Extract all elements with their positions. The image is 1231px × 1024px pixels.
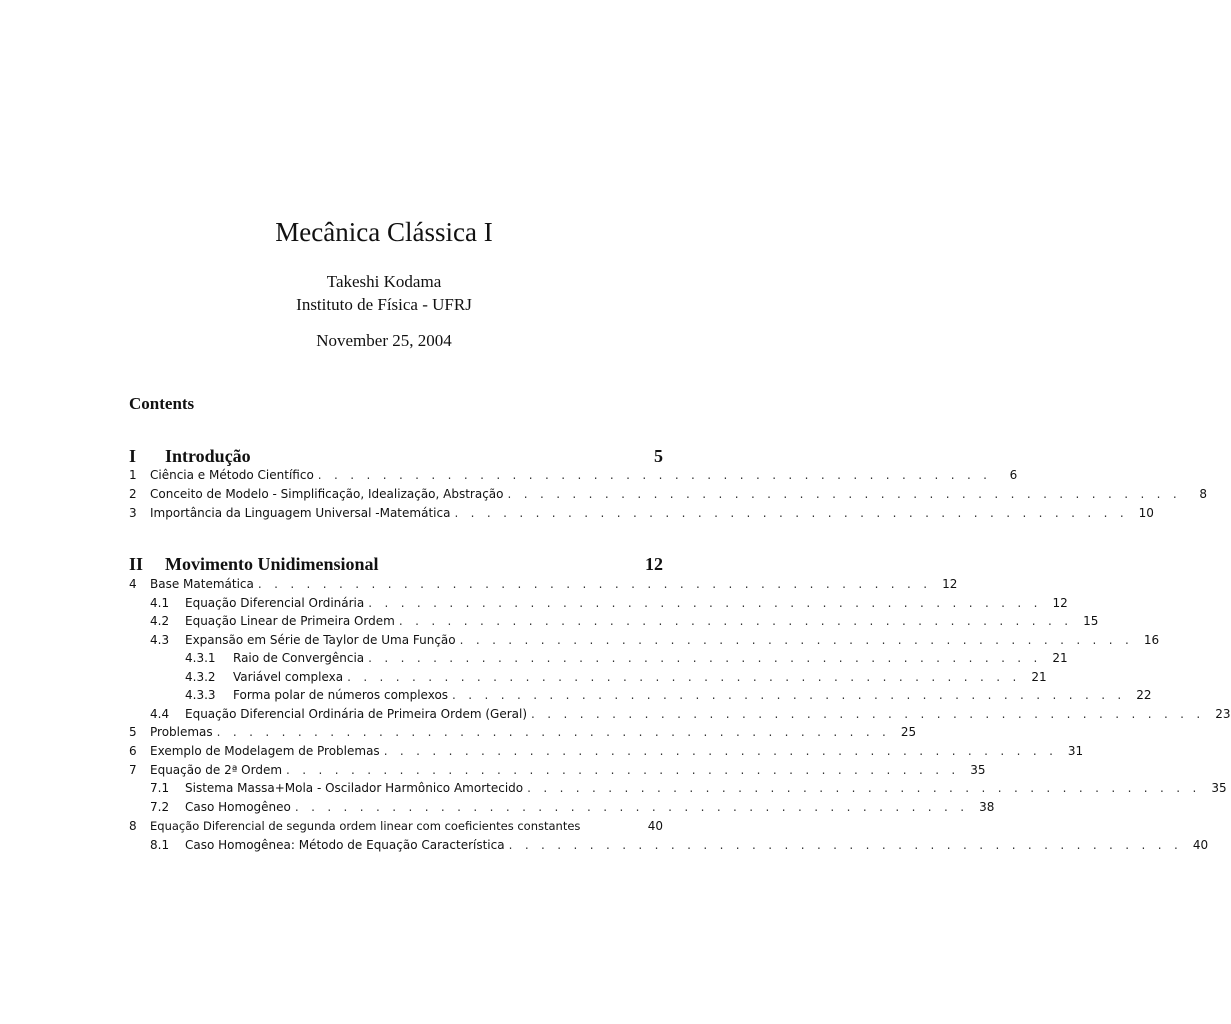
toc-entry-title: Conceito de Modelo - Simplificação, Idealização, Abstração <box>150 487 504 501</box>
toc-leader-dots: . . . . . . . . . . . . . . . . . . . . . . . . . . . . . . . . . . . . . . . . . . <box>294 800 969 814</box>
toc-entry-title: Ciência e Método Científico <box>150 468 314 482</box>
toc-entry-page: 40 <box>647 819 663 833</box>
toc-entry-number: 4.3 <box>150 633 170 647</box>
toc-entry-page: 21 <box>1052 651 1068 665</box>
toc-entry-number: 1 <box>129 468 137 482</box>
toc-entry-page: 12 <box>1052 596 1068 610</box>
toc-leader-dots: . . . . . . . . . . . . . . . . . . . . . . . . . . . . . . . . . . . . . . . . . . <box>257 577 932 591</box>
toc-entry-title: Expansão em Série de Taylor de Uma Função <box>185 633 456 647</box>
toc-entry-4[interactable] <box>129 576 958 593</box>
toc-entry-title: Raio de Convergência <box>233 651 365 665</box>
toc-entry-title: Variável complexa <box>233 670 344 684</box>
toc-leader-dots: . . . . . . . . . . . . . . . . . . . . . . . . . . . . . . . . . . . . . . . . . . <box>368 596 1042 610</box>
toc-entry-number: 4.3.1 <box>185 651 216 665</box>
toc-part-page: 5 <box>654 446 663 466</box>
toc-entry-title: Caso Homogêneo <box>185 800 291 814</box>
toc-entry-7-2[interactable] <box>150 799 995 816</box>
institution: Instituto de Física - UFRJ <box>296 295 472 314</box>
toc-entry-4-3-3[interactable] <box>185 687 1152 704</box>
document-title: Mecânica Clássica I <box>275 217 493 247</box>
toc-entry-title: Exemplo de Modelagem de Problemas <box>150 744 380 758</box>
toc-entry-number: 4.4 <box>150 707 170 721</box>
toc-entry-page: 15 <box>1083 614 1099 628</box>
toc-entry-page: 38 <box>979 800 995 814</box>
toc-entry-page: 35 <box>970 763 986 777</box>
toc-entry-4-1[interactable] <box>150 595 1068 612</box>
toc-leader-dots: . . . . . . . . . . . . . . . . . . . . . . . . . . . . . . . . . . . . . . . . . . <box>527 781 1201 795</box>
author-name: Takeshi Kodama <box>326 272 442 291</box>
toc-entry-page: 16 <box>1143 633 1160 647</box>
toc-entry-page: 35 <box>1211 781 1227 795</box>
toc-leader-dots: . . . . . . . . . . . . . . . . . . . . . . . . . . . . . . . . . . . . . . . . . . <box>452 688 1126 702</box>
toc-leader-dots: . . . . . . . . . . . . . . . . . . . . . . . . . . . . . . . . . . . . . . . . . . <box>347 670 1021 684</box>
toc-entry-number: 4.3.3 <box>185 688 216 702</box>
toc-entry-title: Equação Linear de Primeira Ordem <box>185 614 395 628</box>
toc-entry-8-1[interactable] <box>150 837 1209 854</box>
toc-entry-3[interactable] <box>129 505 1154 522</box>
toc-part-page: 12 <box>645 554 663 574</box>
toc-entry-6[interactable] <box>129 743 1084 760</box>
toc-entry-number: 4.1 <box>150 596 170 610</box>
toc-leader-dots: . . . . . . . . . . . . . . . . . . . . . . . . . . . . . . . . . . . . . . . . . . <box>459 633 1134 647</box>
toc-part-title: Movimento Unidimensional <box>165 554 379 574</box>
toc-entry-4-2[interactable] <box>150 613 1099 630</box>
toc-entry-title: Sistema Massa+Mola - Oscilador Harmônico Amortecido <box>185 781 524 795</box>
toc-leader-dots: . . . . . . . . . . . . . . . . . . . . . . . . . . . . . . . . . . . . . . . . . . <box>531 707 1205 721</box>
toc-leader-dots: . . . . . . . . . . . . . . . . . . . . . . . . . . . . . . . . . . . . . . . . . . <box>368 651 1042 665</box>
toc-entry-title: Equação de 2ª Ordem <box>150 763 283 777</box>
toc-part-ii[interactable] <box>129 553 663 575</box>
contents-heading: Contents <box>129 394 195 413</box>
toc-entry-4-3[interactable] <box>150 632 1160 649</box>
toc-entry-4-3-2[interactable] <box>185 669 1047 686</box>
toc-entry-number: 3 <box>129 506 137 520</box>
toc-leader-dots: . . . . . . . . . . . . . . . . . . . . . . . . . . . . . . . . . . . . . . . . . . <box>454 506 1128 520</box>
toc-entry-number: 4.2 <box>150 614 170 628</box>
toc-leader-dots: . . . . . . . . . . . . . . . . . . . . . . . . . . . . . . . . . . . . . . . . . . <box>216 725 891 739</box>
toc-entry-title: Forma polar de números complexos <box>233 688 449 702</box>
toc-leader-dots: . . . . . . . . . . . . . . . . . . . . . . . . . . . . . . . . . . . . . . . . . . <box>383 744 1058 758</box>
toc-entry-page: 25 <box>900 725 917 739</box>
toc-entry-7[interactable] <box>129 762 986 779</box>
toc-entry-number: 7.2 <box>150 800 170 814</box>
toc-entry-4-4[interactable] <box>150 706 1231 723</box>
toc-entry-number: 7 <box>129 763 137 777</box>
toc-entry-page: 8 <box>1199 487 1208 501</box>
document-date: November 25, 2004 <box>316 331 452 350</box>
toc-entry-number: 4 <box>129 577 137 591</box>
toc-entry-2[interactable] <box>129 486 1208 503</box>
toc-leader-dots: . . . . . . . . . . . . . . . . . . . . . . . . . . . . . . . . . . . . . . . . . . <box>508 838 1183 852</box>
toc-entry-title: Caso Homogênea: Método de Equação Característica <box>185 838 505 852</box>
toc-entry-page: 21 <box>1031 670 1047 684</box>
toc-leader-dots: . . . . . . . . . . . . . . . . . . . . . . . . . . . . . . . . . . . . . . . . . . <box>317 468 992 482</box>
toc-entry-number: 5 <box>129 725 137 739</box>
toc-entry-title: Importância da Linguagem Universal -Matemática <box>150 506 451 520</box>
toc-entry-8[interactable] <box>129 818 663 835</box>
toc-entry-title: Problemas <box>150 725 213 739</box>
toc-entry-page: 31 <box>1067 744 1084 758</box>
toc-entry-title: Equação Diferencial de segunda ordem linear com coeficientes constantes <box>150 819 581 833</box>
toc-part-i[interactable] <box>129 445 663 467</box>
toc-entry-number: 4.3.2 <box>185 670 216 684</box>
toc-entry-number: 8.1 <box>150 838 170 852</box>
toc-part-title: Introdução <box>165 446 251 466</box>
toc-leader-dots: . . . . . . . . . . . . . . . . . . . . . . . . . . . . . . . . . . . . . . . . . . <box>507 487 1182 501</box>
toc-leader-dots: . . . . . . . . . . . . . . . . . . . . . . . . . . . . . . . . . . . . . . . . . . <box>398 614 1073 628</box>
toc-entry-number: 2 <box>129 487 137 501</box>
toc-entry-page: 10 <box>1138 506 1154 520</box>
toc-entry-5[interactable] <box>129 724 917 741</box>
toc-entry-title: Base Matemática <box>150 577 254 591</box>
toc-part-number: II <box>129 554 144 574</box>
toc-entry-7-1[interactable] <box>150 780 1227 797</box>
toc-entry-page: 40 <box>1192 838 1209 852</box>
toc-entry-title: Equação Diferencial Ordinária <box>185 596 365 610</box>
toc-part-number: I <box>129 446 137 466</box>
toc-entry-number: 7.1 <box>150 781 170 795</box>
toc-entry-page: 12 <box>942 577 958 591</box>
toc-entry-title: Equação Diferencial Ordinária de Primeira Ordem (Geral) <box>185 707 528 721</box>
toc-entry-4-3-1[interactable] <box>185 650 1068 667</box>
toc-entry-page: 6 <box>1009 468 1018 482</box>
toc-entry-page: 23 <box>1215 707 1231 721</box>
toc-entry-number: 6 <box>129 744 137 758</box>
toc-leader-dots: . . . . . . . . . . . . . . . . . . . . . . . . . . . . . . . . . . . . . . . . . . <box>286 763 960 777</box>
toc-entry-page: 22 <box>1136 688 1152 702</box>
toc-entry-1[interactable] <box>129 467 1018 484</box>
toc-entry-number: 8 <box>129 819 137 833</box>
